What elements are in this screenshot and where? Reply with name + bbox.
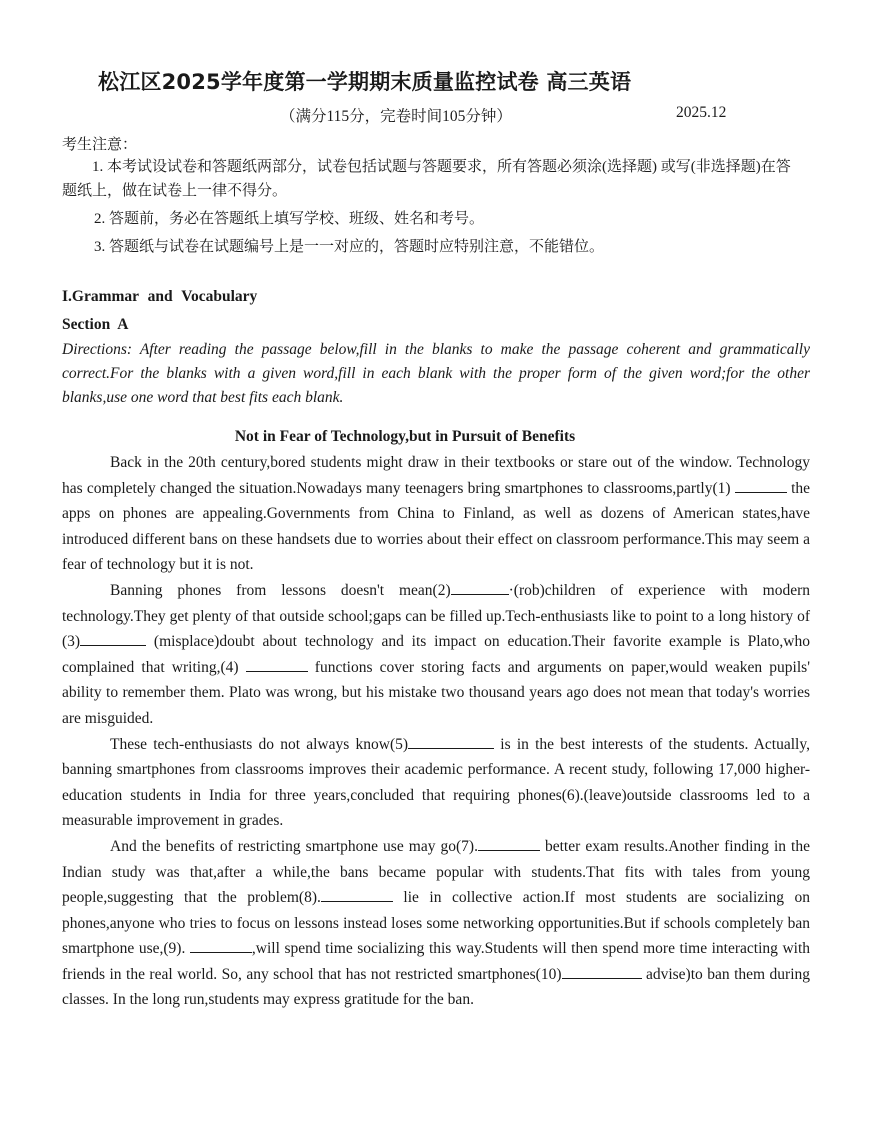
blank-9[interactable]: [190, 938, 252, 953]
notice-list: [62, 155, 802, 259]
paragraph-text: These tech-enthusiasts do not always know(5): [110, 735, 409, 753]
blank-2[interactable]: [451, 580, 509, 595]
paragraph-3: [62, 732, 810, 834]
paragraph-text: functions cover storing facts and arguments on paper,would weaken pupils' ability to remember them. Plato was wrong, but his mistake two thousand years ago does not mean that today's worries are misguided.: [62, 658, 810, 727]
blank-3[interactable]: [80, 631, 146, 646]
directions-text: Directions: After reading the passage below,fill in the blanks to make the passage coherent and grammatically correct.For the blanks with a given word,fill in each blank with the proper form of the given word;for the other blanks,use one word that best fits each blank.: [62, 341, 810, 406]
notice-item-1: 1. 本考试设试卷和答题纸两部分，试卷包括试题与答题要求，所有答题必须涂(选择题) 或写(非选择题)在答题纸上，做在试卷上一律不得分。: [62, 159, 791, 199]
exam-date: 2025.12: [676, 104, 727, 121]
notice-heading: 考生注意：: [62, 137, 138, 153]
subsection-title: Section A: [62, 316, 129, 333]
paragraph-text: ·(rob)children of experience with modern technology.They get plenty of that outside school;gaps can be filled up.Tech-enthusiasts like to point to a long history of (3): [62, 581, 810, 651]
paragraph-text: Back in the 20th century,bored students might draw in their textbooks or stare out of the window. Technology has completely changed the situation.Nowadays many teenagers bring smartphones to classrooms,partly(1): [62, 454, 810, 497]
notice-item-2: 2. 答题前，务必在答题纸上填写学校、班级、姓名和考号。: [94, 211, 485, 227]
paragraph-text: ,will spend time socializing this way.Students will then spend more time interacting with friends in the real world. So, any school that has not restricted smartphones(10): [62, 940, 810, 983]
paragraph-text: Banning phones from lessons doesn't mean(2): [110, 581, 451, 599]
exam-title: 松江区2025学年度第一学期期末质量监控试卷 高三英语: [98, 70, 632, 94]
exam-subtitle: （满分115分，完卷时间105分钟）: [280, 108, 512, 125]
blank-10[interactable]: [562, 964, 642, 979]
notice-item-3: 3. 答题纸与试卷在试题编号上是一一对应的，答题时应特别注意，不能错位。: [94, 239, 605, 255]
section-title: I.Grammar and Vocabulary: [62, 288, 258, 305]
passage-title: [0, 428, 810, 446]
paragraph-text: And the benefits of restricting smartphone use may go(7).: [110, 837, 478, 855]
passage-title-text: Not in Fear of Technology,but in Pursuit of Benefits: [234, 428, 576, 445]
paragraph-4: [62, 834, 810, 1013]
blank-7[interactable]: [478, 836, 540, 851]
blank-1[interactable]: [735, 478, 787, 493]
paragraph-1: [62, 450, 810, 578]
passage-body: [62, 450, 810, 1013]
paragraph-text: advise)to ban them during classes. In the long run,students may express gratitude for the ban.: [62, 965, 811, 1009]
blank-8[interactable]: [321, 887, 393, 902]
paragraph-text: is in the best interests of the students. Actually, banning smartphones from classrooms improves their academic performance. A recent study, following 17,000 higher-education students in India for three years,concluded that requiring phones(6).(leave)outside classrooms led to a measurable improvement in grades.: [62, 735, 810, 830]
paragraph-text: the apps on phones are appealing.Governments from China to Finland, as well as dozens of American states,have introduced different bans on these handsets due to worries about their effect on classroom performance.This may seem a fear of technology but it is not.: [62, 479, 810, 574]
paragraph-text: (misplace)doubt about technology and its impact on education.Their favorite example is Plato,who complained that writing,(4): [62, 633, 810, 676]
paragraph-text: better exam results.Another finding in the Indian study was that,after a while,the bans became popular with students.That fits with tales from young people,suggesting that the problem(8).: [62, 837, 810, 907]
blank-5[interactable]: [408, 734, 494, 749]
paragraph-2: [62, 578, 810, 732]
paragraph-text: lie in collective action.If most students are socializing on phones,anyone who tries to focus on lessons instead loses some networking opportunities.But if schools completely ban smartphone use,(9).: [62, 889, 811, 958]
blank-4[interactable]: [246, 657, 308, 672]
